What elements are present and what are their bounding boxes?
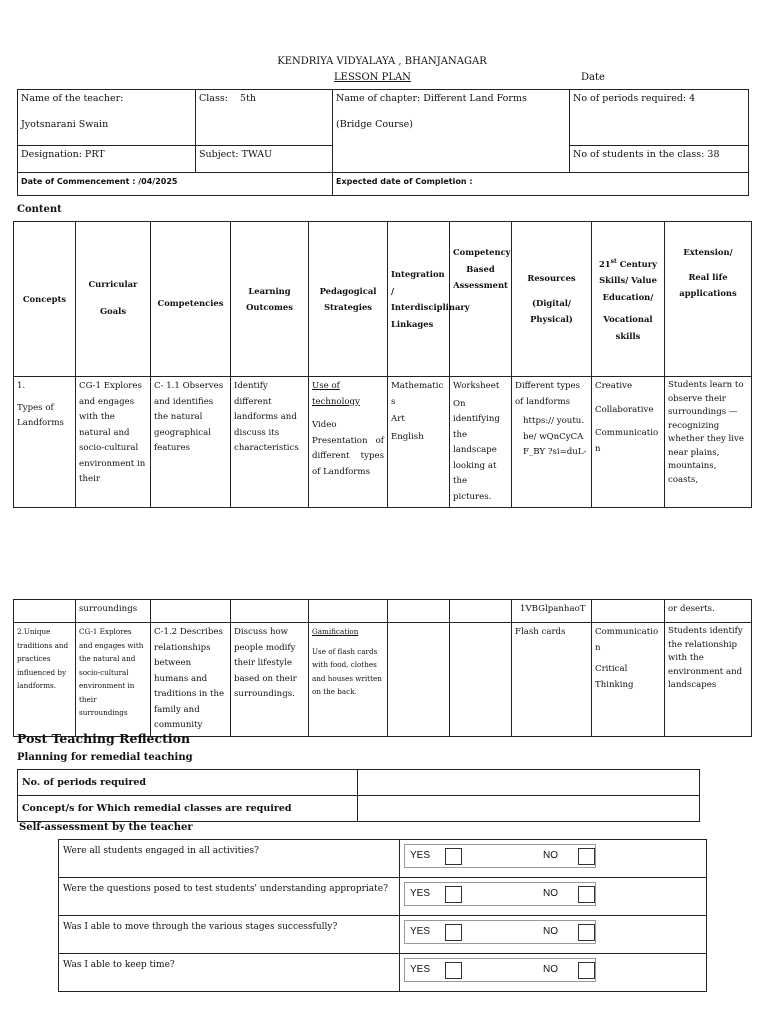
chapter-cell: [333, 90, 570, 173]
r2-learning: Discuss how people modify their lifestyle based on their surroundings.: [231, 623, 309, 737]
q2-yes-checkbox[interactable]: [445, 886, 462, 903]
r1-skills-3: Communication: [595, 428, 659, 454]
completion-cell: Expected date of Completion :: [333, 173, 749, 196]
r1-resources-text: Different types of landforms: [515, 381, 581, 407]
col-resources-label: Resources: [527, 273, 576, 284]
class-cell: [196, 90, 333, 146]
r1c-integration: [388, 600, 450, 623]
r1-resources-link[interactable]: https:// youtu.be/ wQnCyCAF_BY ?si=duL-: [523, 416, 587, 457]
r1-skills-1: Creative: [595, 381, 633, 391]
date-label: Date: [581, 72, 605, 83]
r1-skills: [592, 377, 665, 508]
teacher-name: Jyotsnarani Swain: [21, 119, 109, 130]
q4-yes-checkbox[interactable]: [445, 962, 462, 979]
r2-competencies: C-1.2 Describes relationships between humans and traditions in the family and community: [151, 623, 231, 737]
q2-yes-label: YES: [410, 888, 431, 899]
q3-no-label: NO: [543, 926, 558, 937]
r1c-resources[interactable]: 1VBGlpanhaoT: [512, 600, 592, 623]
students-cell: No of students in the class: 38: [570, 146, 749, 173]
teacher-label: Name of the teacher:: [21, 93, 124, 104]
r1c-concept: [14, 600, 76, 623]
q3-yes-checkbox[interactable]: [445, 924, 462, 941]
r1c-extension: or deserts.: [665, 600, 752, 623]
info-table: [17, 89, 749, 196]
col-extension: [665, 222, 752, 377]
r1-pedagogy-text: Video Presentation of different types of Landforms: [312, 420, 384, 477]
r1-assessment-text: On identifying the landscape looking at the pictures.: [453, 398, 500, 502]
col-integration: Integration / Interdisciplinary Linkages: [388, 222, 450, 377]
lesson-plan-title: LESSON PLAN: [334, 72, 411, 83]
subject-cell: Subject: TWAU: [196, 146, 333, 173]
col-vocational: Vocational skills: [603, 314, 653, 341]
q4-yes-label: YES: [410, 964, 431, 975]
col-concepts: Concepts: [14, 222, 76, 377]
reflection-title: Post Teaching Reflection: [17, 731, 191, 746]
q3-answer: [400, 916, 707, 954]
col-competency-assessment: Competency Based Assessment: [450, 222, 512, 377]
designation-cell: Designation: PRT: [18, 146, 196, 173]
q1-no-label: NO: [543, 850, 558, 861]
century-rest: Century Skills/ Value Education/: [599, 258, 658, 302]
r1-competencies: C- 1.1 Observes and identifies the natural geographical features: [151, 377, 231, 508]
school-name: KENDRIYA VIDYALAYA , BHANJANAGAR: [277, 56, 487, 67]
remedial-periods-value[interactable]: [358, 770, 700, 796]
q1-text: Were all students engaged in all activities?: [59, 840, 400, 878]
remedial-concepts-label: Concept/s for Which remedial classes are required: [18, 796, 358, 822]
r1-concept: [14, 377, 76, 508]
q3-no-checkbox[interactable]: [578, 924, 595, 941]
remedial-concepts-value[interactable]: [358, 796, 700, 822]
century-sup: st: [610, 257, 617, 265]
col-competencies: Competencies: [151, 222, 231, 377]
q2-no-label: NO: [543, 888, 558, 899]
r1-concept-num: 1.: [17, 381, 26, 391]
century-num: 21: [598, 258, 611, 269]
r1-assessment-title: Worksheet: [453, 381, 500, 391]
q4-no-checkbox[interactable]: [578, 962, 595, 979]
periods-cell: No of periods required: 4: [570, 90, 749, 146]
q4-answer: [400, 954, 707, 992]
q3-yes-label: YES: [410, 926, 431, 937]
q4-text: Was I able to keep time?: [59, 954, 400, 992]
q1-no-checkbox[interactable]: [578, 848, 595, 865]
teacher-cell: [18, 90, 196, 146]
content-label: Content: [17, 204, 62, 215]
col-resources: [512, 222, 592, 377]
remedial-periods-label: No. of periods required: [18, 770, 358, 796]
self-assessment-label: Self-assessment by the teacher: [19, 822, 193, 833]
remedial-table: [17, 769, 700, 822]
q1-yes-checkbox[interactable]: [445, 848, 462, 865]
r1c-learning: [231, 600, 309, 623]
r1-concept-text: Types of Landforms: [17, 402, 64, 428]
commencement-cell: Date of Commencement : /04/2025: [18, 173, 333, 196]
col-resources-sub: (Digital/ Physical): [530, 297, 573, 325]
r1-learning: Identify different landforms and discuss its characteristics: [231, 377, 309, 508]
q2-answer: [400, 878, 707, 916]
col-goals: Goals: [99, 305, 127, 316]
r1-pedagogy: [309, 377, 388, 508]
r2-pedagogy-title: Gamification: [312, 627, 359, 636]
r2-pedagogy-text: Use of flash cards with food, clothes and houses written on the back.: [312, 646, 382, 696]
r1-integration-1: Mathematics: [391, 381, 444, 407]
r1c-assessment: [450, 600, 512, 623]
col-extension-sub: Real life applications: [679, 271, 737, 298]
content-table: [13, 221, 752, 508]
r1c-competencies: [151, 600, 231, 623]
col-curricular: Curricular: [88, 279, 138, 289]
r2-pedagogy: [309, 623, 388, 737]
r1-resources: [512, 377, 592, 508]
r1-integration-2: Art: [391, 414, 405, 424]
r1c-curricular: surroundings: [76, 600, 151, 623]
r1c-pedagogy: [309, 600, 388, 623]
class-label: Class:: [199, 93, 228, 104]
r2-curricular: CG-1 Explores and engages with the natural and socio-cultural environment in their surroundings: [76, 623, 151, 737]
r2-skills-1: Communication: [595, 627, 659, 653]
self-assessment-table: [58, 839, 707, 992]
q2-no-checkbox[interactable]: [578, 886, 595, 903]
col-21st-century: [592, 222, 665, 377]
content-table-continued: [13, 599, 752, 737]
r2-concept: 2.Unique traditions and practices influenced by landforms.: [14, 623, 76, 737]
r1-assessment: [450, 377, 512, 508]
chapter-sub: (Bridge Course): [336, 119, 413, 130]
q4-no-label: NO: [543, 964, 558, 975]
r1-curricular: CG-1 Explores and engages with the natural and socio-cultural environment in their: [76, 377, 151, 508]
r2-assessment: [450, 623, 512, 737]
r1-integration-3: English: [391, 431, 424, 442]
r2-skills: [592, 623, 665, 737]
col-learning-outcomes: Learning Outcomes: [231, 222, 309, 377]
r2-resources: Flash cards: [512, 623, 592, 737]
r2-extension: Students identify the relationship with the environment and landscapes: [665, 623, 752, 737]
r2-skills-2: Critical Thinking: [595, 664, 634, 690]
col-pedagogical: Pedagogical Strategies: [309, 222, 388, 377]
q3-text: Was I able to move through the various stages successfully?: [59, 916, 400, 954]
r1-skills-2: Collaborative: [595, 404, 654, 415]
chapter-label: Name of chapter: Different Land Forms: [336, 93, 527, 104]
r1c-skills: [592, 600, 665, 623]
col-extension-label: Extension/: [683, 247, 733, 257]
q1-yes-label: YES: [410, 850, 431, 861]
col-curricular-goals: [76, 222, 151, 377]
r2-integration: [388, 623, 450, 737]
class-value: 5th: [240, 93, 257, 104]
planning-label: Planning for remedial teaching: [17, 752, 193, 763]
r1-extension: Students learn to observe their surroundings — recognizing whether they live near plains, mountains, coasts,: [665, 377, 752, 508]
r1-pedagogy-title: Use of technology: [312, 381, 360, 407]
q2-text: Were the questions posed to test students' understanding appropriate?: [59, 878, 400, 916]
q1-answer: [400, 840, 707, 878]
r1-integration: [388, 377, 450, 508]
